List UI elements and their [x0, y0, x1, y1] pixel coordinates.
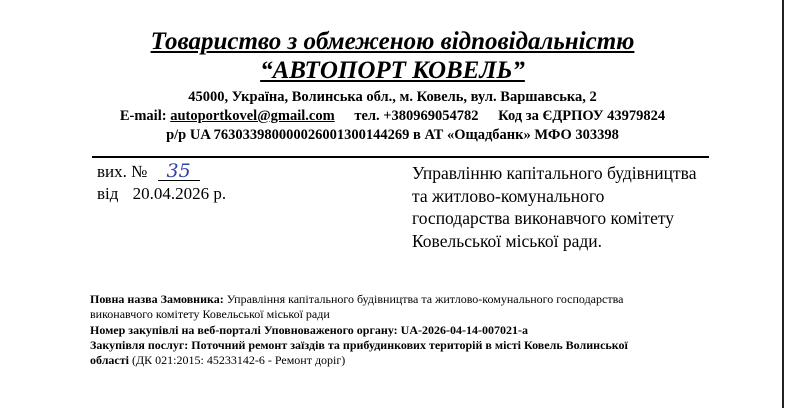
email-label: E-mail: [119, 108, 167, 124]
outgoing-date-row [97, 184, 226, 204]
phone-number: тел. +380969054782 [354, 108, 479, 124]
procurement-details [90, 292, 730, 368]
edrpou-code: Код за ЄДРПОУ 43979824 [498, 108, 666, 124]
services-value-continued: області [90, 353, 129, 368]
addressee-line: господарства виконавчого комітету [412, 208, 675, 228]
outgoing-date: 20.04.2026 р. [132, 184, 227, 203]
addressee-line: Ковельської міської ради. [412, 230, 602, 251]
company-name: Товариство з обмеженою відповідальністю [150, 28, 635, 55]
company-contacts [0, 108, 785, 125]
tender-id: UA-2026-04-14-007021-a [400, 322, 528, 337]
company-brand: “АВТОПОРТ КОВЕЛЬ” [260, 57, 525, 84]
email-link[interactable]: autoportkovel@gmail.com [170, 108, 335, 124]
outgoing-number-row [97, 162, 200, 182]
outgoing-number-label: вих. № [97, 162, 148, 181]
addressee-line: та житлово-комунального [412, 185, 605, 206]
services-cpv-code: (ДК 021:2015: 45233142-6 - Ремонт доріг) [132, 353, 346, 368]
services-line [90, 338, 730, 353]
addressee-block [412, 162, 772, 252]
tender-line [90, 323, 730, 338]
company-address: 45000, Україна, Волинська обл., м. Ковель, вул. Варшавська, 2 [188, 89, 597, 105]
customer-label: Повна назва Замовника: [90, 292, 224, 306]
outgoing-date-label: від [97, 184, 119, 203]
customer-line [90, 292, 730, 307]
services-line-continued [90, 353, 730, 368]
letterhead-divider [92, 156, 709, 158]
customer-line-continued: виконавчого комітету Ковельської міської ради [90, 307, 330, 322]
outgoing-number-handwritten: 35 [158, 162, 200, 181]
bank-details: р/р UA 763033980000026001300144269 в АТ «Ощадбанк» МФО 303398 [166, 127, 619, 143]
services-value: Поточний ремонт заїздів та прибудинкових територій в місті Ковель Волинської [191, 337, 628, 352]
addressee-line: Управлінню капітального будівництва [412, 163, 697, 183]
customer-value: Управління капітального будівництва та житлово-комунального господарства [226, 292, 624, 306]
services-label: Закупівля послуг: [90, 337, 189, 352]
tender-label: Номер закупівлі на веб-порталі Уповноваженого органу: [90, 322, 398, 337]
